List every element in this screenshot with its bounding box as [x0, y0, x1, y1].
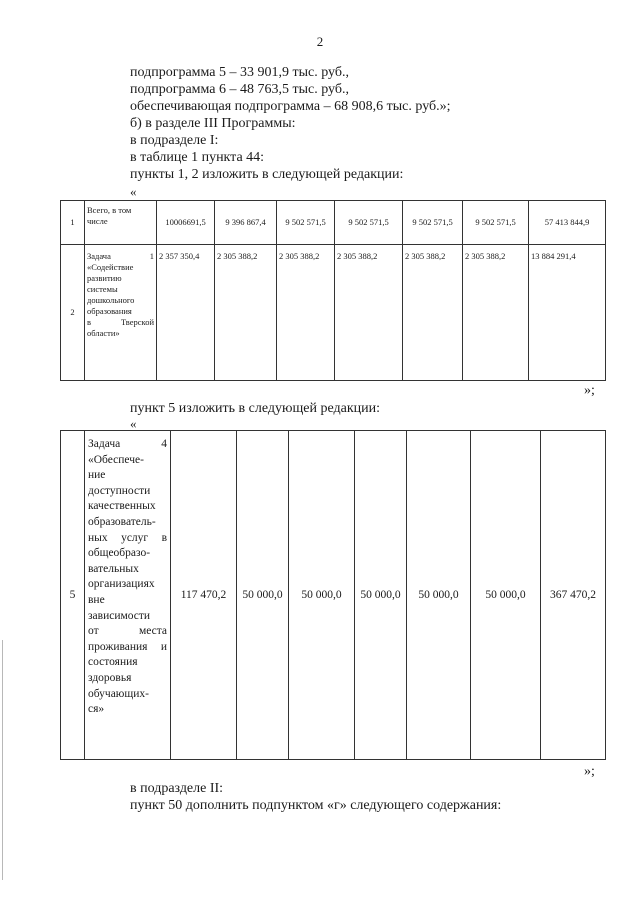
name-line: зависимости [88, 609, 151, 622]
value-cell: 2 305 388,2 [215, 245, 277, 381]
name-line: вне [88, 593, 105, 606]
scan-edge-line [2, 640, 3, 880]
name-line: «Обеспече- [88, 453, 144, 466]
table-2 [60, 430, 606, 760]
value-cell: 50 000,0 [355, 431, 407, 760]
text-line: в подразделе I: [130, 133, 219, 148]
row-number: 5 [61, 431, 85, 760]
name-line: общеобразо- [88, 547, 151, 560]
name-line: развитию [87, 273, 122, 283]
name-line: качественных [88, 500, 156, 513]
value-cell: 13 884 291,4 [529, 245, 606, 381]
value-cell: 9 502 571,5 [335, 201, 403, 245]
value-cell: 9 502 571,5 [277, 201, 335, 245]
text-line: пункты 1, 2 изложить в следующей редакции: [130, 167, 404, 182]
text-line: обеспечивающая подпрограмма – 68 908,6 тыс. руб.»; [130, 99, 451, 114]
name-line: области» [87, 328, 120, 338]
row-name [85, 431, 171, 760]
text-line: подпрограмма 5 – 33 901,9 тыс. руб., [130, 65, 349, 80]
name-line: ся» [88, 703, 105, 716]
name-line: образователь- [88, 515, 156, 528]
value-cell: 50 000,0 [289, 431, 355, 760]
value-cell: 367 470,2 [541, 431, 606, 760]
close-quote: »; [584, 383, 595, 398]
value-cell: 117 470,2 [171, 431, 237, 760]
name-line: от места [88, 625, 167, 638]
text-line: б) в разделе III Программы: [130, 116, 296, 131]
value-cell: 2 305 388,2 [463, 245, 529, 381]
table-row [61, 201, 606, 245]
name-line: системы [87, 284, 118, 294]
value-cell: 9 502 571,5 [403, 201, 463, 245]
name-line: здоровья [88, 671, 132, 684]
name-line: ных услуг в [88, 531, 167, 544]
value-cell: 50 000,0 [407, 431, 471, 760]
text-line: в таблице 1 пункта 44: [130, 150, 265, 165]
value-cell: 2 357 350,4 [157, 245, 215, 381]
value-cell: 9 396 867,4 [215, 201, 277, 245]
outro-text [130, 780, 600, 814]
name-line: состояния [88, 656, 138, 669]
value-cell: 2 305 388,2 [403, 245, 463, 381]
table-row [61, 431, 606, 760]
intro-text [130, 64, 600, 183]
row-name [85, 245, 157, 381]
value-cell: 9 502 571,5 [463, 201, 529, 245]
value-cell: 50 000,0 [237, 431, 289, 760]
name-line: образования [87, 306, 132, 316]
text-line: пункт 50 дополнить подпунктом «г» следующего содержания: [130, 798, 502, 813]
table-row [61, 245, 606, 381]
name-line: проживания и [88, 640, 167, 653]
name-line: вательных [88, 562, 139, 575]
value-cell: 50 000,0 [471, 431, 541, 760]
name-line: ние [88, 469, 106, 482]
name-line: дошкольного [87, 295, 135, 305]
open-quote: « [130, 184, 137, 199]
value-cell: 2 305 388,2 [335, 245, 403, 381]
name-line: организациях [88, 578, 155, 591]
text-line: пункт 5 изложить в следующей редакции: [130, 401, 380, 416]
close-quote: »; [584, 764, 595, 779]
name-line: Задача 4 [88, 438, 167, 450]
open-quote: « [130, 416, 137, 431]
name-line: доступности [88, 484, 151, 497]
value-cell: 10006691,5 [157, 201, 215, 245]
table-1 [60, 200, 606, 381]
name-line: обучающих- [88, 687, 149, 700]
value-cell: 2 305 388,2 [277, 245, 335, 381]
row-number: 2 [61, 245, 85, 381]
page-number: 2 [316, 34, 324, 49]
name-line: в Тверской [87, 317, 154, 327]
text-line: подпрограмма 6 – 48 763,5 тыс. руб., [130, 82, 349, 97]
value-cell: 57 413 844,9 [529, 201, 606, 245]
name-line: «Содействие [87, 262, 134, 272]
name-line: Задача 1 [87, 251, 154, 261]
row-number: 1 [61, 201, 85, 245]
text-line: в подразделе II: [130, 781, 224, 796]
row-name: Всего, в том числе [85, 201, 157, 245]
